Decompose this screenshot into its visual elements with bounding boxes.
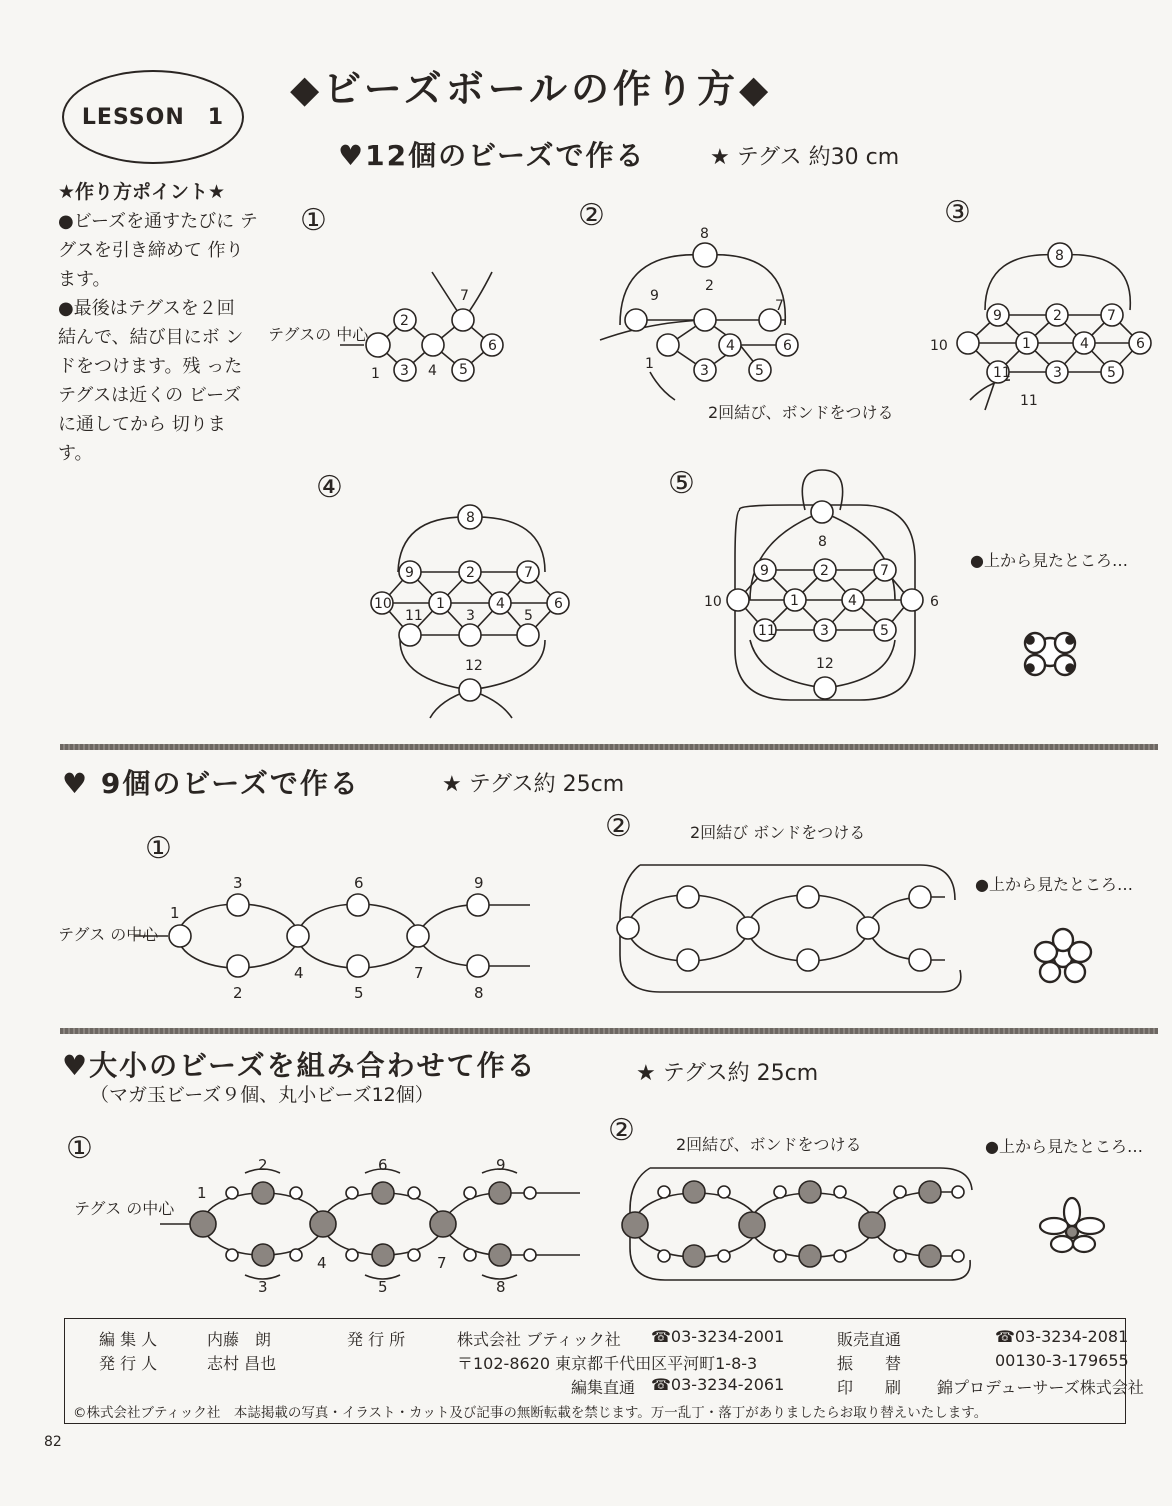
svg-text:3: 3 <box>400 363 409 379</box>
svg-text:4: 4 <box>848 593 857 609</box>
diagram-s2-step1 <box>134 894 530 977</box>
copyright-notice: ©株式会社ブティック社 本誌掲載の写真・イラスト・カット及び記事の無断転載を禁じます。万一乱丁・落丁がありましたらお取り替えいたします。 <box>73 1405 988 1421</box>
svg-text:3: 3 <box>466 608 475 624</box>
svg-text:5: 5 <box>354 984 364 1002</box>
s2-center-label: テグス の中心 <box>58 925 159 944</box>
s1-center-label: テグスの 中心 <box>268 325 369 344</box>
s1-step4-marker: ④ <box>316 470 343 505</box>
svg-text:9: 9 <box>496 1156 506 1174</box>
svg-text:12: 12 <box>816 656 834 672</box>
section3-subtitle: （マガ玉ビーズ９個、丸小ビーズ12個） <box>90 1084 434 1106</box>
colophon <box>64 1318 1144 1424</box>
svg-text:5: 5 <box>524 608 533 624</box>
section2-note: ★ テグス約 25cm <box>442 772 625 797</box>
svg-text:4: 4 <box>1080 336 1089 352</box>
publisher-address: 〒102-8620 東京都千代田区平河町1-8-3 <box>457 1354 758 1373</box>
svg-text:1: 1 <box>790 593 799 609</box>
top-view-flower-1 <box>1025 633 1075 675</box>
svg-text:6: 6 <box>1136 336 1145 352</box>
tips-heading: ★作り方ポイント★ <box>58 181 226 203</box>
svg-text:3: 3 <box>700 363 709 379</box>
svg-text:2: 2 <box>705 278 714 294</box>
svg-text:4: 4 <box>496 596 505 612</box>
svg-text:1: 1 <box>1022 336 1031 352</box>
publisher-name: 株式会社 ブティック社 <box>457 1330 621 1349</box>
print-label: 印 刷 <box>837 1378 902 1397</box>
s1-step1-marker: ① <box>300 203 327 238</box>
svg-text:7: 7 <box>880 563 889 579</box>
svg-text:10: 10 <box>374 596 392 612</box>
diagram-s3-step2 <box>622 1168 972 1280</box>
page-number: 82 <box>44 1434 62 1450</box>
svg-text:11: 11 <box>405 608 423 624</box>
svg-text:2: 2 <box>820 563 829 579</box>
svg-text:1: 1 <box>645 356 654 372</box>
s2-step2-marker: ② <box>605 809 632 844</box>
s3-center-label: テグス の中心 <box>74 1199 175 1218</box>
section3-note: ★ テグス約 25cm <box>636 1061 819 1086</box>
transfer-label: 振 替 <box>837 1354 902 1373</box>
svg-text:9: 9 <box>405 565 414 581</box>
diagram-s1-step3 <box>957 243 1151 410</box>
diagram-s3-step1 <box>160 1169 580 1279</box>
svg-text:2: 2 <box>466 565 475 581</box>
issuer-name: 志村 昌也 <box>207 1354 277 1373</box>
s3-knot-label: 2回結び、ボンドをつける <box>676 1135 862 1154</box>
section3-title: ♥大小のビーズを組み合わせて作る <box>62 1049 537 1082</box>
svg-text:2: 2 <box>233 984 243 1002</box>
page-title: ◆ビーズボールの作り方◆ <box>290 67 773 111</box>
section1-note: ★ テグス 約30 cm <box>710 145 900 170</box>
svg-text:6: 6 <box>354 874 364 892</box>
svg-text:6: 6 <box>554 596 563 612</box>
top-view-flower-2 <box>1035 929 1091 982</box>
issuer-label: 発 行 人 <box>99 1354 158 1373</box>
svg-text:12: 12 <box>465 658 483 674</box>
svg-text:4: 4 <box>726 338 735 354</box>
svg-text:9: 9 <box>993 308 1002 324</box>
section2-diagrams <box>0 760 1172 1030</box>
svg-text:7: 7 <box>437 1254 447 1272</box>
sales-tel: ☎03-3234-2081 <box>995 1327 1129 1346</box>
svg-text:8: 8 <box>818 534 827 550</box>
s3-step2-marker: ② <box>608 1113 635 1148</box>
svg-text:4: 4 <box>294 964 304 982</box>
svg-text:7: 7 <box>414 964 424 982</box>
svg-text:8: 8 <box>496 1278 506 1296</box>
svg-text:8: 8 <box>1055 248 1064 264</box>
s1-top-view-label: ●上から見たところ… <box>970 551 1128 570</box>
svg-text:6: 6 <box>488 338 497 354</box>
s3-step1-marker: ① <box>66 1131 93 1166</box>
section-divider-2 <box>60 1028 1158 1034</box>
svg-text:8: 8 <box>474 984 484 1002</box>
svg-text:4: 4 <box>428 363 437 379</box>
svg-text:5: 5 <box>880 623 889 639</box>
s3-top-view-label: ●上から見たところ… <box>985 1137 1143 1156</box>
s2-top-view-label: ●上から見たところ… <box>975 875 1133 894</box>
svg-text:2: 2 <box>400 313 409 329</box>
svg-text:1: 1 <box>436 596 445 612</box>
svg-text:8: 8 <box>466 510 475 526</box>
editorial-label: 編集直通 <box>571 1378 636 1397</box>
svg-text:1: 1 <box>170 904 180 922</box>
svg-text:1: 1 <box>371 366 380 382</box>
svg-text:3: 3 <box>1053 365 1062 381</box>
s1-step2-marker: ② <box>578 198 605 233</box>
sales-label: 販売直通 <box>837 1330 902 1349</box>
svg-text:4: 4 <box>317 1254 327 1272</box>
editorial-tel: ☎03-3234-2061 <box>651 1375 785 1394</box>
s1-knot-label: 2回結び、ボンドをつける <box>708 403 894 422</box>
svg-text:11: 11 <box>758 623 776 639</box>
svg-text:9: 9 <box>650 288 659 304</box>
svg-text:11: 11 <box>993 365 1011 381</box>
svg-text:5: 5 <box>378 1278 388 1296</box>
section3-diagrams <box>0 1110 1172 1310</box>
svg-text:11: 11 <box>1020 393 1038 409</box>
editor-name: 内藤 朗 <box>207 1330 272 1349</box>
publisher-label: 発 行 所 <box>347 1330 406 1349</box>
s2-step1-marker: ① <box>145 831 172 866</box>
svg-text:7: 7 <box>1107 308 1116 324</box>
section2-title: ♥ 9個のビーズで作る <box>62 767 360 800</box>
s1-step5-marker: ⑤ <box>668 466 695 501</box>
top-view-flower-3 <box>1040 1198 1104 1252</box>
section-divider-1 <box>60 744 1158 750</box>
svg-text:10: 10 <box>704 594 722 610</box>
svg-text:7: 7 <box>524 565 533 581</box>
svg-text:3: 3 <box>258 1278 268 1296</box>
editor-label: 編 集 人 <box>99 1330 158 1349</box>
svg-text:3: 3 <box>820 623 829 639</box>
svg-text:2: 2 <box>258 1156 268 1174</box>
svg-text:9: 9 <box>760 563 769 579</box>
svg-text:9: 9 <box>474 874 484 892</box>
svg-text:1: 1 <box>197 1184 207 1202</box>
section1-title: ♥12個のビーズで作る <box>338 139 646 172</box>
svg-text:8: 8 <box>700 226 709 242</box>
tip-item-1: ●ビーズを通すたびに テグスを引き締めて 作ります。 <box>58 211 258 290</box>
svg-text:5: 5 <box>755 363 764 379</box>
diagram-s1-step2 <box>600 243 798 400</box>
diagram-s2-step2 <box>617 865 961 992</box>
svg-text:5: 5 <box>459 362 468 378</box>
svg-text:5: 5 <box>1107 365 1116 381</box>
svg-text:6: 6 <box>783 338 792 354</box>
publisher-tel: ☎03-3234-2001 <box>651 1327 785 1346</box>
lesson-label: LESSON 1 <box>81 105 225 130</box>
s2-knot-label: 2回結び ボンドをつける <box>690 823 866 842</box>
svg-text:6: 6 <box>378 1156 388 1174</box>
s1-step3-marker: ③ <box>944 195 971 230</box>
svg-text:2: 2 <box>1053 308 1062 324</box>
svg-text:10: 10 <box>930 338 948 354</box>
tip-item-2: ●最後はテグスを２回 結んで、結び目にボ ンドをつけます。残 ったテグスは近くの ビーズに通してから 切ります。 <box>58 298 244 464</box>
transfer-number: 00130-3-179655 <box>995 1351 1129 1370</box>
section1-diagrams <box>0 0 1172 740</box>
svg-text:6: 6 <box>930 594 939 610</box>
printer-name: 錦プロデューサーズ株式会社 <box>937 1378 1144 1397</box>
svg-text:7: 7 <box>775 298 784 314</box>
svg-text:7: 7 <box>460 288 469 304</box>
svg-text:3: 3 <box>233 874 243 892</box>
